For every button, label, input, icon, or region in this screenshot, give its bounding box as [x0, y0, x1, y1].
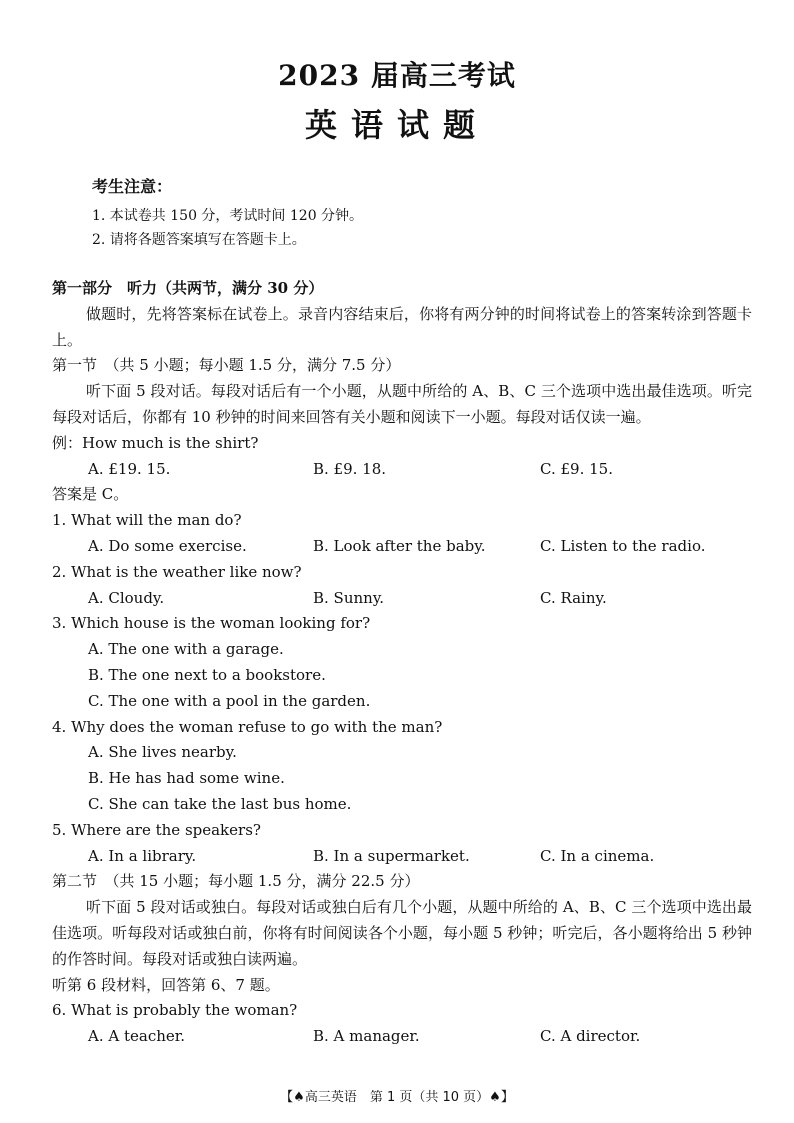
- question-5-option-a: A. In a library.: [88, 846, 197, 865]
- question-1-option-b: B. Look after the baby.: [313, 536, 486, 555]
- part1-intro: 做题时，先将答案标在试卷上。录音内容结束后，你将有两分钟的时间将试卷上的答案转涂到答题卡上。: [52, 304, 752, 349]
- question-5-stem: 5. Where are the speakers?: [52, 820, 261, 839]
- section2-heading: 第二节 （共 15 小题；每小题 1.5 分，满分 22.5 分）: [52, 872, 420, 891]
- notice-item-2: 2. 请将各题答案填写在答题卡上。: [92, 232, 306, 248]
- example-question: 例：How much is the shirt?: [52, 433, 259, 452]
- example-option-b: B. £9. 18.: [313, 459, 387, 478]
- material-6-note: 听第 6 段材料，回答第 6、7 题。: [52, 975, 280, 994]
- question-6-stem: 6. What is probably the woman?: [52, 1001, 298, 1020]
- notice-heading: 考生注意：: [92, 177, 173, 196]
- candidate-notice: [92, 174, 363, 252]
- question-3-option-b: B. The one next to a bookstore.: [88, 665, 326, 684]
- question-1-stem: 1. What will the man do?: [52, 511, 242, 530]
- question-3-stem: 3. Which house is the woman looking for?: [52, 614, 371, 633]
- exam-body: [52, 276, 752, 1050]
- question-1-option-c: C. Listen to the radio.: [540, 536, 706, 555]
- question-5-option-b: B. In a supermarket.: [313, 846, 470, 865]
- question-5-option-c: C. In a cinema.: [540, 846, 655, 865]
- example-option-a: A. £19. 15.: [88, 459, 171, 478]
- question-4-stem: 4. Why does the woman refuse to go with the man?: [52, 717, 443, 736]
- question-3-option-c: C. The one with a pool in the garden.: [88, 691, 371, 710]
- question-2-option-b: B. Sunny.: [313, 588, 385, 607]
- section2-instructions: 听下面 5 段对话或独白。每段对话或独白后有几个小题，从题中所给的 A、B、C 三个选项中选出最佳选项。听每段对话或独白前，你将有时间阅读各个小题，每小题 5 秒钟；听完后，各小题将给出 5 秒钟的作答时间。每段对话或独白读两遍。: [52, 898, 752, 968]
- question-4-option-a: A. She lives nearby.: [88, 743, 237, 762]
- question-2-option-c: C. Rainy.: [540, 588, 607, 607]
- question-6-option-b: B. A manager.: [313, 1027, 420, 1046]
- question-6-option-a: A. A teacher.: [88, 1027, 186, 1046]
- question-2-options: [52, 586, 752, 612]
- question-4-option-b: B. He has had some wine.: [88, 769, 285, 788]
- notice-item-1: 1. 本试卷共 150 分，考试时间 120 分钟。: [92, 208, 364, 224]
- subject-title: 英语试题: [304, 106, 489, 144]
- part1-heading: 第一部分 听力（共两节，满分 30 分）: [52, 279, 324, 297]
- question-5-options: [52, 844, 752, 870]
- example-options: [52, 457, 752, 483]
- question-2-option-a: A. Cloudy.: [88, 588, 165, 607]
- question-4-option-c: C. She can take the last bus home.: [88, 794, 352, 813]
- question-1-option-a: A. Do some exercise.: [88, 536, 247, 555]
- section1-instructions: 听下面 5 段对话。每段对话后有一个小题，从题中所给的 A、B、C 三个选项中选出最佳选项。听完每段对话后，你都有 10 秒钟的时间来回答有关小题和阅读下一小题。每段对话仅读一遍。: [52, 382, 752, 426]
- page-footer: 【♠高三英语 第 1 页（共 10 页）♠】: [280, 1090, 514, 1105]
- question-6-option-c: C. A director.: [540, 1027, 641, 1046]
- question-2-stem: 2. What is the weather like now?: [52, 562, 302, 581]
- question-3-option-a: A. The one with a garage.: [88, 640, 284, 659]
- example-option-c: C. £9. 15.: [540, 459, 613, 478]
- exam-title: 2023 届高三考试: [278, 59, 516, 92]
- question-6-options: [52, 1024, 752, 1050]
- example-answer: 答案是 C。: [52, 485, 129, 504]
- question-1-options: [52, 534, 752, 560]
- section1-heading: 第一节 （共 5 小题；每小题 1.5 分，满分 7.5 分）: [52, 356, 401, 375]
